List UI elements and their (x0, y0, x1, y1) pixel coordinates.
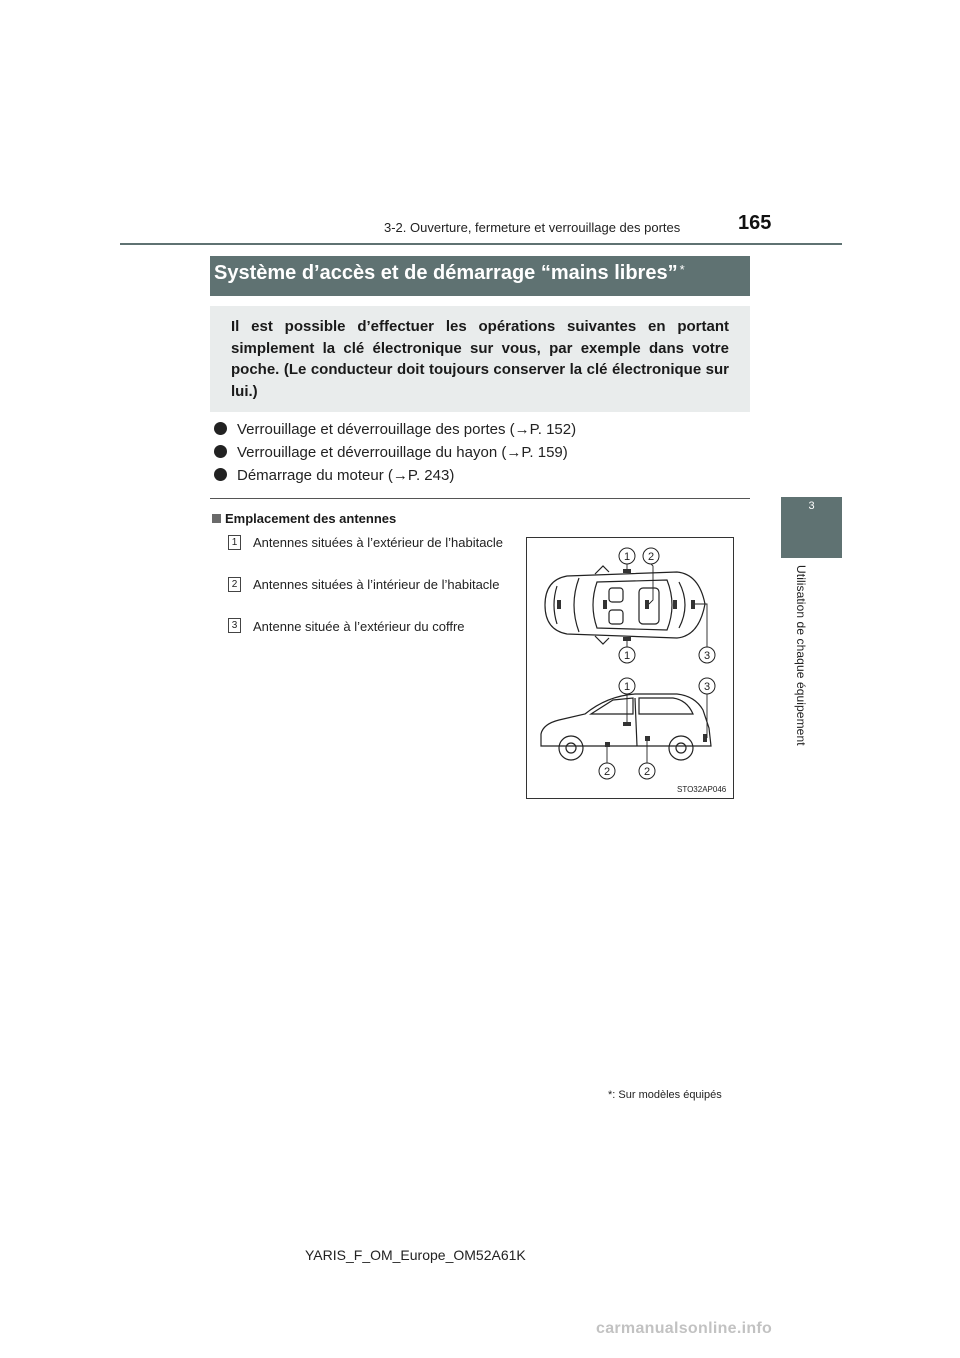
antenna-mark (623, 722, 631, 726)
bullet-text: Démarrage du moteur (→P. 243) (237, 467, 455, 484)
watermark: carmanualsonline.info (596, 1320, 773, 1337)
car-top-windshield (574, 578, 579, 632)
footnote-asterisk: * (608, 1089, 613, 1101)
intro-box: Il est possible d’effectuer les opérations suivantes en portant simplement la clé électronique sur vous, par exemple dans votre poche. (Le conducteur doit toujours conserver la clé électronique sur lui.) (210, 306, 750, 412)
legend-number-2: 2 (228, 577, 241, 592)
running-header: 3-2. Ouverture, fermeture et verrouillage des portes (384, 220, 681, 235)
chapter-title: Utilisation de chaque équipement (794, 565, 808, 746)
callout-label: 1 (623, 650, 631, 662)
callout-label: 3 (703, 650, 711, 662)
wheel-hub-icon (676, 743, 686, 753)
car-top-hood (554, 586, 557, 624)
legend-text-3: Antenne située à l’extérieur du coffre (253, 619, 465, 634)
antenna-mark (691, 600, 695, 609)
antenna-mark (557, 600, 561, 609)
antenna-mark (673, 600, 677, 609)
square-bullet-icon (212, 514, 221, 523)
car-top-body (545, 572, 705, 638)
subsection-heading-text: Emplacement des antennes (225, 511, 397, 526)
bullet-text: Verrouillage et déverrouillage des portes (→P. 152) (237, 421, 577, 438)
section-rule (210, 498, 750, 499)
antenna-mark (603, 600, 607, 609)
figure-code: STO32AP046 (677, 785, 727, 794)
chapter-number: 3 (808, 500, 815, 512)
wheel-hub-icon (566, 743, 576, 753)
bullet-item (214, 467, 454, 484)
car-side-rear-window (639, 698, 693, 714)
antenna-mark (623, 569, 631, 573)
callout-label: 3 (703, 681, 711, 693)
seat-icon (609, 610, 623, 624)
callout-label: 1 (623, 551, 631, 563)
antenna-mark (645, 600, 649, 609)
legend-text-1: Antennes situées à l’extérieur de l’habitacle (253, 535, 504, 550)
car-side-body (541, 694, 711, 746)
legend-number-1: 1 (228, 535, 241, 550)
page-number: 165 (738, 212, 772, 234)
bullet-dot-icon (214, 468, 227, 481)
legend-number-3: 3 (228, 618, 241, 633)
wheel-icon (669, 736, 693, 760)
antenna-mark (703, 734, 707, 742)
subsection-heading (212, 511, 396, 526)
car-top-rear-window (679, 582, 685, 628)
door-line (635, 698, 637, 746)
antenna-mark (645, 736, 650, 741)
antenna-mark (605, 742, 610, 747)
section-title (214, 262, 685, 285)
header-rule (120, 243, 842, 245)
leader-line (649, 564, 653, 604)
callout-label: 2 (603, 766, 611, 778)
wheel-icon (559, 736, 583, 760)
bullet-item (214, 421, 576, 438)
antenna-mark (623, 637, 631, 641)
car-diagram (527, 538, 733, 798)
bullet-dot-icon (214, 422, 227, 435)
mirror-icon (595, 566, 609, 574)
bullet-item (214, 444, 568, 461)
callout-label: 2 (647, 551, 655, 563)
seat-icon (609, 588, 623, 602)
antenna-location-figure (526, 537, 734, 799)
document-footer: YARIS_F_OM_Europe_OM52A61K (305, 1247, 526, 1263)
footnote-text: : Sur modèles équipés (612, 1089, 722, 1101)
section-title-text: Système d’accès et de démarrage “mains libres” (214, 262, 678, 284)
bullet-text: Verrouillage et déverrouillage du hayon (→P. 159) (237, 444, 568, 461)
bullet-dot-icon (214, 445, 227, 458)
callout-label: 1 (623, 681, 631, 693)
title-asterisk: * (679, 262, 685, 277)
footnote (608, 1089, 722, 1101)
legend-text-2: Antennes situées à l’intérieur de l’habitacle (253, 577, 500, 592)
mirror-icon (595, 636, 609, 644)
callout-label: 2 (643, 766, 651, 778)
